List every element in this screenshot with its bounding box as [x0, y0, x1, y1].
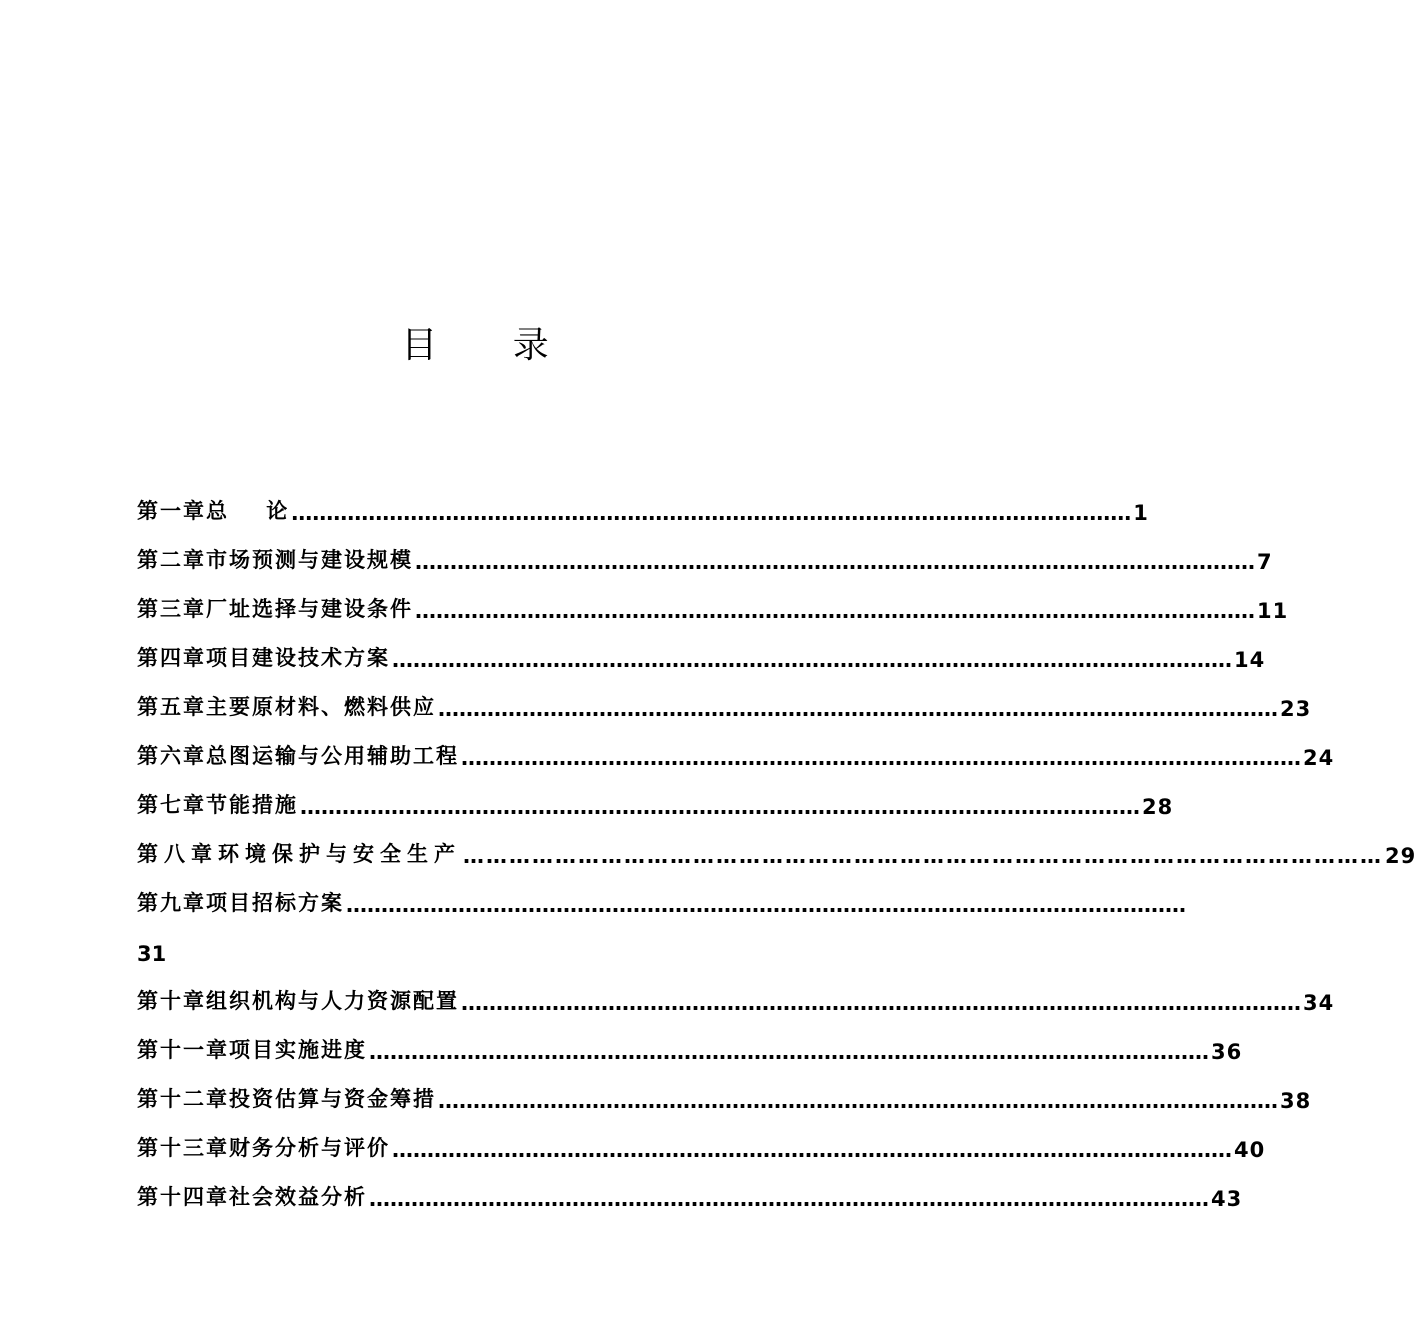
toc-chapter-label: 第十一章 [137, 1038, 229, 1062]
toc-page-number: 34 [1303, 991, 1335, 1015]
toc-chapter-title: 市场预测与建设规模 [206, 548, 413, 572]
toc-chapter-label: 第三章 [137, 597, 206, 621]
toc-chapter-title: 组织机构与人力资源配置 [206, 989, 459, 1013]
toc-chapter-title: 厂址选择与建设条件 [206, 597, 413, 621]
toc-page-number: 23 [1280, 697, 1312, 721]
page-title: 目 录 [401, 325, 581, 366]
toc-entry-7[interactable] [137, 772, 1174, 821]
toc-page-number: 28 [1142, 795, 1174, 819]
toc-chapter-title: 投资估算与资金筹措 [229, 1087, 436, 1111]
toc-entry-11[interactable] [137, 1017, 1243, 1066]
toc-entry-4[interactable] [137, 625, 1266, 674]
toc-chapter-label: 第十四章 [137, 1185, 229, 1209]
toc-leader-dots: ………………………………………………………………………………………………………… [291, 501, 1132, 525]
toc-entry-3[interactable] [137, 576, 1289, 625]
toc-leader-dots: ………………………………………………………………………………………………………… [392, 1138, 1232, 1162]
toc-page-number: 24 [1303, 746, 1335, 770]
toc-chapter-label: 第十二章 [137, 1087, 229, 1111]
toc-leader-dots: ………………………………………………………………………………………………………… [392, 648, 1232, 672]
table-of-contents [137, 478, 1416, 1213]
toc-chapter-label: 第十章 [137, 989, 206, 1013]
toc-leader-dots: ………………………………………………………………………………………………………… [300, 795, 1140, 819]
toc-chapter-title: 财务分析与评价 [229, 1136, 390, 1160]
toc-entry-8[interactable] [137, 821, 1416, 870]
toc-page-number: 11 [1257, 599, 1289, 623]
toc-leader-dots: ………………………………………………………………………………………………………… [461, 746, 1301, 770]
toc-leader-dots: ………………………………………………………………………………………………………… [415, 599, 1255, 623]
toc-chapter-label: 第八章 [137, 842, 218, 866]
toc-chapter-title: 环境保护与安全生产 [218, 842, 461, 866]
toc-entry-12[interactable] [137, 1066, 1312, 1115]
toc-chapter-title: 社会效益分析 [229, 1185, 367, 1209]
toc-page-number: 29 [1385, 844, 1416, 868]
toc-entry-1[interactable] [137, 478, 1149, 527]
toc-chapter-label: 第五章 [137, 695, 206, 719]
toc-leader-dots: ………………………………………………………………………………………………………… [415, 550, 1255, 574]
toc-chapter-title: 总 论 [206, 499, 290, 523]
toc-chapter-title: 项目实施进度 [229, 1038, 367, 1062]
toc-entry-9-page-line [137, 919, 815, 968]
toc-chapter-label: 第六章 [137, 744, 206, 768]
toc-chapter-label: 第九章 [137, 891, 206, 915]
toc-chapter-title: 节能措施 [206, 793, 298, 817]
toc-chapter-label: 第十三章 [137, 1136, 229, 1160]
toc-chapter-title: 项目建设技术方案 [206, 646, 390, 670]
toc-chapter-title: 主要原材料、燃料供应 [206, 695, 436, 719]
toc-chapter-title: 总图运输与公用辅助工程 [206, 744, 459, 768]
toc-leader-dots: ………………………………………………………………………………………………………… [461, 991, 1301, 1015]
toc-leader-dots: ………………………………………………………………………………………………………… [346, 893, 1186, 917]
toc-entry-9[interactable] [137, 870, 1186, 919]
toc-page-number: 14 [1234, 648, 1266, 672]
toc-chapter-label: 第一章 [137, 499, 206, 523]
toc-chapter-label: 第七章 [137, 793, 206, 817]
toc-leader-dots: ………………………………………………………………………………………………………… [438, 1089, 1278, 1113]
toc-chapter-label: 第四章 [137, 646, 206, 670]
toc-page-number: 1 [1133, 501, 1149, 525]
toc-page-number: 31 [137, 942, 167, 966]
toc-chapter-label: 第二章 [137, 548, 206, 572]
toc-chapter-title: 项目招标方案 [206, 891, 344, 915]
toc-entry-5[interactable] [137, 674, 1312, 723]
toc-entry-6[interactable] [137, 723, 1335, 772]
toc-entry-10[interactable] [137, 968, 1335, 1017]
toc-leader-dots: ………………………………………………………………………………………………………… [369, 1187, 1209, 1211]
toc-entry-13[interactable] [137, 1115, 1266, 1164]
toc-page-number: 38 [1280, 1089, 1312, 1113]
toc-entry-14[interactable] [137, 1164, 1243, 1213]
toc-page-number: 43 [1211, 1187, 1243, 1211]
toc-page-number: 40 [1234, 1138, 1266, 1162]
toc-leader-dots: ………………………………………………………………………………………………………… [369, 1040, 1209, 1064]
toc-leader-dots: ………………………………………………………………………………………………………… [463, 844, 1383, 868]
toc-entry-2[interactable] [137, 527, 1273, 576]
toc-leader-dots: ………………………………………………………………………………………………………… [438, 697, 1278, 721]
toc-page-number: 7 [1257, 550, 1273, 574]
toc-page-number: 36 [1211, 1040, 1243, 1064]
